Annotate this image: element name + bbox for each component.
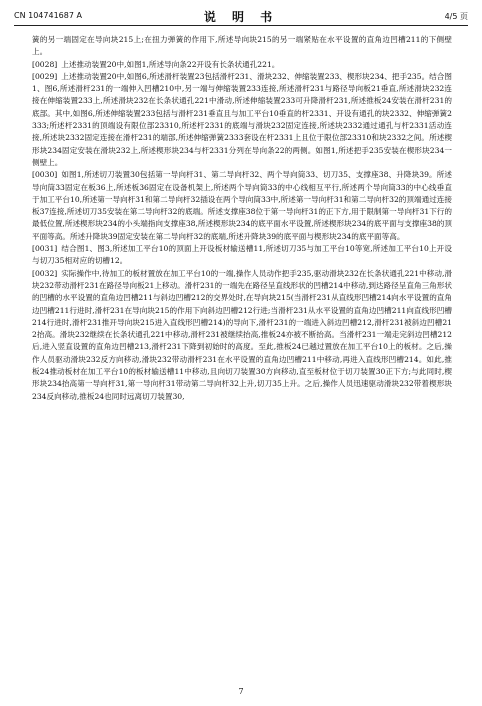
paragraph-number: [0030] — [32, 170, 58, 180]
paragraph-number: [0029] — [32, 71, 58, 81]
paragraph-text: 上述推动装置20中,如图1,所述导向条22开设有长条状通孔221。 — [61, 59, 280, 69]
page-header — [14, 8, 468, 26]
paragraph-number: [0032] — [32, 268, 58, 278]
paragraph-text: 上述推动装置20中,如图6,所述滑杆装置23包括滑杆231、滑块232、伸缩装置233、楔形块234、把手235。结合图1、图6,所述滑杆231的一端伸入凹槽210中,另一端与伸缩装置233连接,所述滑杆231与路径导向板21垂直,所述滑块232连接在伸缩装置233上,所述滑块232在长条状通孔221中滑动,所述伸缩装置233可升降滑杆231,所述推板24安装在滑杆231的底部。其中,如图6,所述伸缩装置233包括与滑杆231垂直且与加工平台10垂直的杆2331、开设有通孔的块2332、伸缩弹簧2333;所述杆2331的顶端设有限位部23310,所述杆2331的底端与滑块232固定连接,所述块2332通过通孔与杆2331活动连接,所述块2332固定连接在滑杆231的端部,所述伸缩弹簧2333套设在杆2331上且位于限位部23310和块2332之间。所述楔形块234固定安装在滑块232上,所述楔形块234与杆2331分列在导向条22的两侧。如图1,所述把手235安装在楔形块234一侧壁上。 — [32, 71, 452, 167]
paragraph-0028 — [32, 59, 452, 71]
paragraph-0029 — [32, 71, 452, 169]
patent-number: CN 104741687 A — [14, 11, 82, 20]
paragraph-text: 簧的另一端固定在导向块215上;在扭力弹簧的作用下,所述导向块215的另一端紧贴在水平设置的直角边凹槽211的下侧壁上。 — [32, 35, 452, 57]
page-info: 4/5 页 — [444, 12, 468, 21]
page-title: 说 明 书 — [203, 10, 279, 24]
paragraph-text: 实际操作中,待加工的板材置放在加工平台10的一端,操作人员动作把手235,驱动滑块232在长条状通孔221中移动,滑块232带动滑杆231在路径导向板21上移动。滑杆231的一端先在路径呈直线形状的凹槽214中移动,到达路径呈直角三角形状的凹槽的水平设置的直角边凹槽211与斜边凹槽212的交界处时,在导向块215(当滑杆231从直线形凹槽214向水平设置的直角边凹槽211行进时,滑杆231在导向块215的作用下向斜边凹槽212行进;当滑杆231从水平设置的直角边凹槽211向直线形凹槽214行进时,滑杆231推开导向块215进入直线形凹槽214)的导向下,滑杆231的一端进入斜边凹槽212,滑杆231被斜边凹槽212抬高。滑块232继续在长条状通孔221中移动,滑杆231被继续抬高,推板24亦被不断抬高。当滑杆231一端走完斜边凹槽212后,进入竖直设置的直角边凹槽213,滑杆231下降到初始时的高度。至此,推板24已越过置放在加工平台10上的板材。之后,操作人员驱动滑块232反方向移动,滑块232带动滑杆231在水平设置的直角边凹槽211中移动,再进入直线形凹槽214。如此,推板24推动板材在加工平台10的板材输送槽11中移动,且向切刀装置30方向移动,直至板材位于切刀装置30正下方;与此同时,楔形块234抬高第一导向杆31,第一导向杆31带动第二导向杆32上升,切刀35上升。之后,操作人员迅速驱动滑块232带着楔形块234反向移动,推板24也同时远离切刀装置30, — [32, 268, 452, 401]
paragraph-0032 — [32, 268, 452, 403]
paragraph-number: [0028] — [32, 59, 58, 69]
document-body — [32, 34, 452, 403]
page-number: 7 — [238, 687, 244, 696]
paragraph-text: 结合图1、图3,所述加工平台10的顶面上开设板材输送槽11,所述切刀35与加工平台10等宽,所述加工平台10上开设与切刀35相对应的切槽12。 — [32, 244, 452, 266]
paragraph-0031 — [32, 243, 452, 268]
paragraph-0030 — [32, 169, 452, 243]
paragraph-number: [0031] — [32, 244, 58, 254]
header-rule — [14, 25, 468, 26]
paragraph-text: 如图1,所述切刀装置30包括第一导向杆31、第二导向杆32、两个导向筒33、切刀35、支撑座38、升降块39。所述导向筒33固定在板36上,所述板36固定在设备机架上,所述两个导向筒33的中心线相互平行,所述两个导向筒33的中心线垂直于加工平台10,所述第一导向杆31和第二导向杆32插设在两个导向筒33中,所述第一导向杆31和第二导向杆32的顶端通过连接板37连接,所述切刀35安装在第二导向杆32的底端。所述支撑座38位于第一导向杆31的正下方,用于限制第一导向杆31下行的最低位置,所述楔形块234的小头端指向支撑座38,所述楔形块234的底平面水平设置,所述楔形块234的底平面与支撑座38的顶平面等高。所述升降块39固定安装在第二导向杆32的底端,所述升降块39的底平面与楔形块234的底平面等高。 — [32, 170, 452, 241]
paragraph-continuation — [32, 34, 452, 59]
